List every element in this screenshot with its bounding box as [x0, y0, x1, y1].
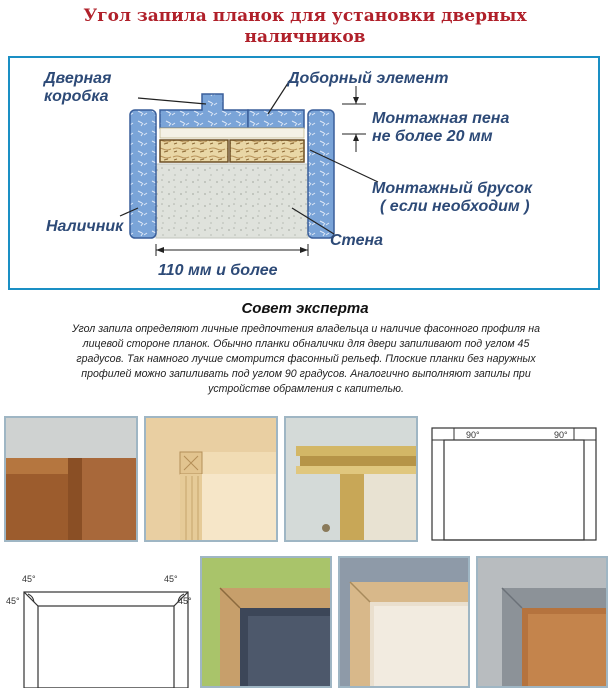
label-door-frame	[44, 70, 111, 106]
label-door-frame-line-2: коробка	[44, 88, 109, 105]
label-trim: Наличник	[46, 218, 124, 235]
expert-text-line-3: градусов. Так намного лучше смотрится фасонный рельеф. Плоские планки без наружных	[76, 353, 536, 365]
angle-45-d-label: 45°	[178, 596, 192, 606]
label-mounting-bar	[372, 180, 532, 216]
label-width-dimension: 110 мм и более	[158, 262, 278, 279]
label-door-frame-line-1: Дверная	[44, 70, 112, 87]
angle-45-a-label: 45°	[22, 574, 36, 584]
page-title	[0, 6, 610, 48]
label-foam-line-2: не более 20 мм	[372, 128, 493, 145]
mounting-bar-left-shape	[160, 140, 228, 162]
photo-45-joint-green-wall	[200, 556, 332, 688]
label-wall: Стена	[330, 232, 384, 249]
angle-90-right-label: 90°	[554, 430, 568, 440]
mounting-bar-right-shape	[230, 140, 304, 162]
label-extension-element: Доборный элемент	[288, 70, 449, 87]
angle-90-left-label: 90°	[466, 430, 480, 440]
trim-right-shape	[308, 110, 334, 238]
leader-door-frame	[138, 98, 206, 104]
foam-gap-shape	[160, 128, 304, 138]
expert-text-line-1: Угол запила определяют личные предпочтения владельца и наличие фасонного профиля на	[72, 323, 540, 335]
expert-text-line-4: профилей можно запиливать под углом 90 градусов. Аналогично выполняют запилы при	[81, 368, 531, 380]
label-bar-line-1: Монтажный брусок	[372, 180, 533, 197]
expert-text-line-2: лицевой стороне планок. Обычно планки обналички для двери запиливают под углом 45	[82, 338, 530, 350]
leader-extension	[268, 80, 290, 114]
door-frame-cross-section-diagram	[8, 56, 600, 290]
title-line-1: Угол запила планок для установки дверных	[83, 6, 527, 26]
sketch-45-degree-joint	[4, 568, 194, 688]
photo-45-joint-gray-wall	[338, 556, 470, 688]
photo-plain-trim-corner	[4, 416, 138, 542]
trim-left-shape	[130, 110, 156, 238]
sketch-90-degree-joint	[426, 420, 602, 544]
expert-advice-title: Совет эксперта	[241, 300, 369, 317]
door-frame-shape	[160, 94, 248, 128]
photo-capital-corner	[284, 416, 418, 542]
extension-element-shape	[248, 110, 304, 128]
expert-text-line-5: устройстве обрамления с капителью.	[208, 383, 404, 395]
angle-45-c-label: 45°	[164, 574, 178, 584]
label-mounting-foam	[372, 110, 509, 146]
photo-rosette-corner	[144, 416, 278, 542]
label-bar-line-2: ( если необходим )	[380, 198, 530, 215]
angle-45-b-label: 45°	[6, 596, 20, 606]
label-foam-line-1: Монтажная пена	[372, 110, 510, 127]
wall-shape	[156, 164, 308, 238]
title-line-2: наличников	[244, 27, 366, 47]
expert-advice-text	[14, 322, 598, 397]
photo-45-joint-textured-wall	[476, 556, 608, 688]
